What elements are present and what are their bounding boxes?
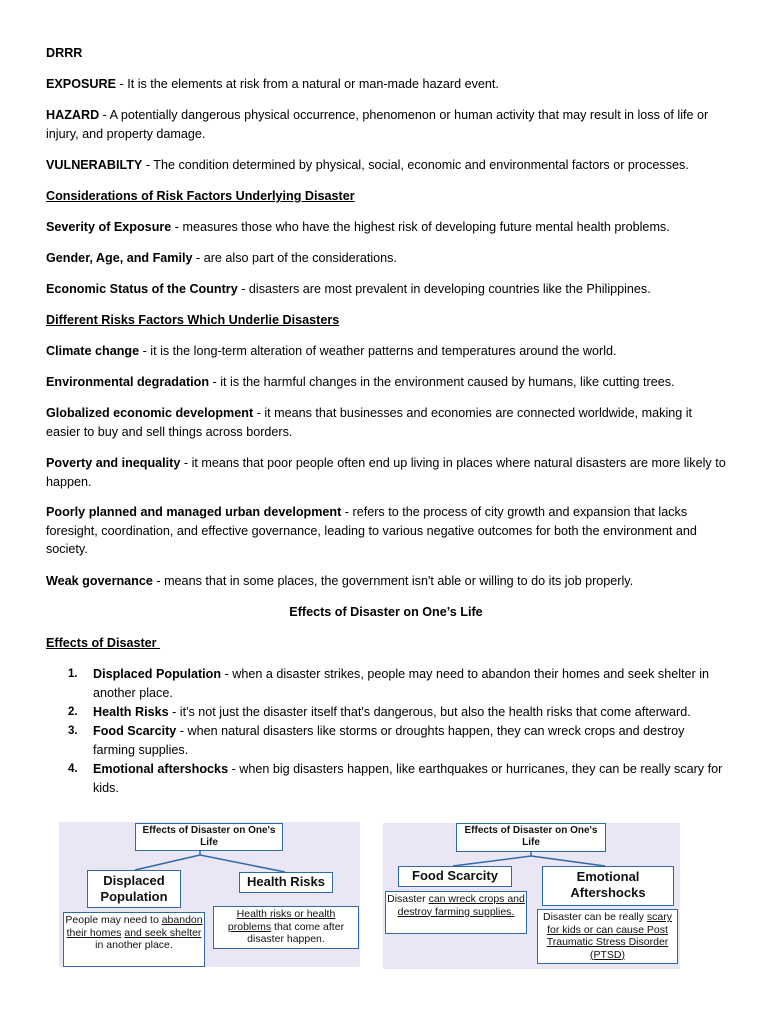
risk-poverty: Poverty and inequality - it means that poor people often end up living in places where natural disasters are more likely to happen. <box>46 456 726 489</box>
def-vulnerability: VULNERABILTY - The condition determined by physical, social, economic and environmental factors or processes. <box>46 158 689 172</box>
section-effects-heading: Effects of Disaster <box>46 636 161 650</box>
consideration-gender: Gender, Age, and Family - are also part of the considerations. <box>46 251 397 265</box>
effects-diagram-right <box>383 823 680 969</box>
displaced-population-desc: People may need to abandon their homes and seek shelter in another place. <box>63 912 205 967</box>
risk-urban: Poorly planned and managed urban development - refers to the process of city growth and expansion that lacks foresight, coordination, and effective governance, leading to various negative outcomes for both the environment and society. <box>46 505 697 556</box>
list-item: 3. Food Scarcity - when natural disasters like storms or droughts happen, they can wreck crops and destroy farming supplies. <box>68 724 685 757</box>
def-hazard: HAZARD - A potentially dangerous physical occurrence, phenomenon or human activity that may result in loss of life or injury, and property damage. <box>46 108 709 141</box>
section-risks-heading: Different Risks Factors Which Underlie Disasters <box>46 313 340 327</box>
health-risks-desc: Health risks or health problems that come after disaster happen. <box>213 906 359 949</box>
food-scarcity-box: Food Scarcity <box>398 866 512 887</box>
list-item: 4. Emotional aftershocks - when big disasters happen, like earthquakes or hurricanes, they can be really scary for kids. <box>68 762 723 795</box>
section-considerations-heading: Considerations of Risk Factors Underlying Disaster <box>46 189 355 203</box>
def-exposure: EXPOSURE - It is the elements at risk from a natural or man-made hazard event. <box>46 77 499 91</box>
doc-title: DRRR <box>46 46 83 60</box>
effects-diagram-left <box>59 822 360 967</box>
list-item: 1. Displaced Population - when a disaster strikes, people may need to abandon their homes and seek shelter in another place. <box>68 667 710 700</box>
consideration-economic: Economic Status of the Country - disasters are most prevalent in developing countries like the Philippines. <box>46 282 651 296</box>
health-risks-box: Health Risks <box>239 872 333 893</box>
risk-climate: Climate change - it is the long-term alteration of weather patterns and temperatures around the world. <box>46 344 617 358</box>
displaced-population-box: Displaced Population <box>87 870 181 908</box>
diagram-title-box: Effects of Disaster on One's Life <box>456 823 606 852</box>
food-scarcity-desc: Disaster can wreck crops and destroy farming supplies. <box>385 891 527 934</box>
effects-centered-title: Effects of Disaster on One’s Life <box>289 605 483 619</box>
risk-governance: Weak governance - means that in some places, the government isn't able or willing to do its job properly. <box>46 574 634 588</box>
emotional-aftershocks-desc: Disaster can be really scary for kids or can cause Post Traumatic Stress Disorder (PTSD) <box>537 909 678 964</box>
emotional-aftershocks-box: Emotional Aftershocks <box>542 866 674 906</box>
risk-globalized: Globalized economic development - it means that businesses and economies are connected worldwide, making it easier to buy and sell things across borders. <box>46 406 693 439</box>
consideration-severity: Severity of Exposure - measures those who have the highest risk of developing future mental health problems. <box>46 220 670 234</box>
risk-environment: Environmental degradation - it is the harmful changes in the environment caused by humans, like cutting trees. <box>46 375 675 389</box>
list-item: 2. Health Risks - it's not just the disaster itself that's dangerous, but also the health risks that come afterward. <box>68 705 691 719</box>
diagram-title-box: Effects of Disaster on One's Life <box>135 823 283 851</box>
